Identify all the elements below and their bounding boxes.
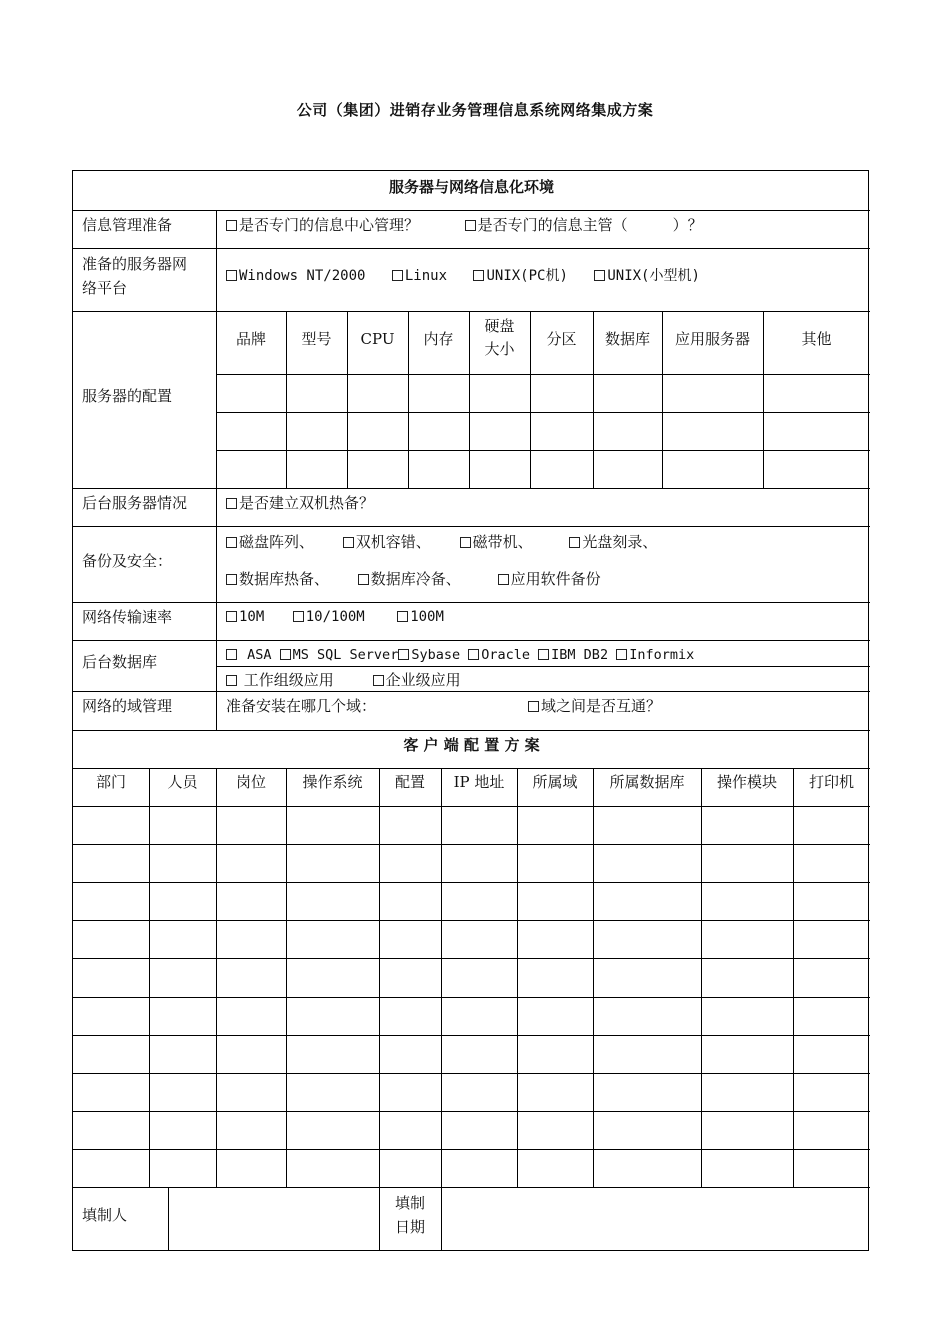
checkbox-icon — [397, 611, 408, 622]
info-center-checkbox[interactable]: 是否专门的信息中心管理？ — [226, 216, 419, 234]
backup-tape-checkbox[interactable]: 磁带机、 — [460, 533, 533, 551]
db-asa-checkbox[interactable]: ASA — [226, 647, 272, 663]
server-config-label: 服务器的配置 — [82, 387, 173, 405]
document-title: 公司（集团）进销存业务管理信息系统网络集成方案 — [296, 101, 654, 119]
db-ibm-db2-checkbox[interactable]: IBM DB2 — [538, 647, 608, 663]
config-col-model: 型号 — [301, 330, 332, 348]
domain-interop-checkbox[interactable]: 域之间是否互通？ — [528, 697, 661, 715]
checkbox-icon — [293, 611, 304, 622]
client-col-printer: 打印机 — [808, 773, 854, 791]
checkbox-icon — [373, 675, 384, 686]
backup-options-row1 — [226, 533, 657, 551]
client-col-config: 配置 — [394, 773, 425, 791]
domain-question: 准备安装在哪几个域： — [226, 697, 377, 715]
backup-disk-array-checkbox[interactable]: 磁盘阵列、 — [226, 533, 314, 551]
config-col-app-server: 应用服务器 — [674, 330, 750, 348]
db-mssql-checkbox[interactable]: MS SQL Server — [280, 647, 399, 663]
checkbox-icon — [343, 537, 354, 548]
checkbox-icon — [226, 270, 237, 281]
info-supervisor-checkbox[interactable]: 是否专门的信息主管（ ）？ — [465, 216, 703, 234]
platform-windows-checkbox[interactable]: Windows NT/2000 — [226, 268, 365, 284]
checkbox-icon — [226, 574, 237, 585]
checkbox-icon — [528, 701, 539, 712]
checkbox-icon — [468, 649, 479, 660]
speed-label: 网络传输速率 — [82, 608, 173, 626]
config-col-database: 数据库 — [604, 330, 650, 348]
config-col-disk: 硬盘 大小 — [484, 317, 515, 359]
speed-options — [226, 609, 444, 626]
backup-app-software-checkbox[interactable]: 应用软件备份 — [498, 570, 601, 588]
form-table — [72, 170, 869, 1251]
checkbox-icon — [226, 220, 237, 231]
db-workgroup-checkbox[interactable]: 工作组级应用 — [226, 671, 334, 689]
platform-linux-checkbox[interactable]: Linux — [392, 268, 447, 284]
checkbox-icon — [226, 675, 237, 686]
domain-label: 网络的域管理 — [82, 697, 173, 715]
speed-100m-checkbox[interactable]: 100M — [397, 609, 444, 625]
backend-server-label: 后台服务器情况 — [82, 494, 188, 512]
filler-label: 填制人 — [82, 1206, 128, 1224]
config-col-partition: 分区 — [546, 330, 577, 348]
client-col-position: 岗位 — [235, 773, 266, 791]
checkbox-icon — [594, 270, 605, 281]
info-mgmt-options — [226, 216, 703, 234]
checkbox-icon — [226, 649, 237, 660]
checkbox-icon — [473, 270, 484, 281]
client-col-department: 部门 — [95, 773, 126, 791]
client-section-header: 客 户 端 配 置 方 案 — [403, 736, 540, 754]
client-col-database: 所属数据库 — [609, 773, 685, 791]
database-label: 后台数据库 — [82, 653, 158, 671]
platform-options — [226, 268, 700, 285]
db-informix-checkbox[interactable]: Informix — [616, 647, 694, 663]
platform-label-line1: 准备的服务器网 — [82, 255, 188, 273]
client-col-module: 操作模块 — [716, 773, 777, 791]
client-col-ip: IP 地址 — [453, 773, 505, 791]
fill-date-label: 填制 日期 — [394, 1194, 425, 1236]
backup-dual-fault-checkbox[interactable]: 双机容错、 — [343, 533, 431, 551]
config-col-cpu: CPU — [360, 330, 395, 348]
backup-options-row2 — [226, 570, 601, 588]
checkbox-icon — [398, 649, 409, 660]
info-mgmt-label: 信息管理准备 — [82, 216, 173, 234]
db-oracle-checkbox[interactable]: Oracle — [468, 647, 530, 663]
client-col-staff: 人员 — [167, 773, 198, 791]
backup-label: 备份及安全： — [82, 552, 173, 570]
platform-unix-pc-checkbox[interactable]: UNIX(PC机) — [473, 268, 567, 284]
backup-optical-checkbox[interactable]: 光盘刻录、 — [569, 533, 657, 551]
checkbox-icon — [460, 537, 471, 548]
database-options-row2 — [226, 671, 461, 689]
checkbox-icon — [226, 498, 237, 509]
config-col-brand: 品牌 — [235, 330, 266, 348]
platform-unix-mini-checkbox[interactable]: UNIX(小型机) — [594, 268, 700, 284]
checkbox-icon — [616, 649, 627, 660]
platform-label-line2: 络平台 — [82, 279, 128, 297]
config-col-other: 其他 — [801, 330, 832, 348]
database-options-row1 — [226, 647, 694, 663]
server-section-header: 服务器与网络信息化环境 — [388, 178, 554, 196]
db-enterprise-checkbox[interactable]: 企业级应用 — [373, 671, 461, 689]
checkbox-icon — [569, 537, 580, 548]
hot-standby-checkbox[interactable]: 是否建立双机热备？ — [226, 494, 374, 512]
client-col-os: 操作系统 — [302, 773, 363, 791]
checkbox-icon — [226, 537, 237, 548]
checkbox-icon — [358, 574, 369, 585]
filler-field[interactable] — [169, 1188, 378, 1249]
config-col-memory: 内存 — [423, 330, 454, 348]
backup-db-cold-checkbox[interactable]: 数据库冷备、 — [358, 570, 461, 588]
checkbox-icon — [465, 220, 476, 231]
checkbox-icon — [538, 649, 549, 660]
fill-date-field[interactable] — [442, 1188, 869, 1249]
checkbox-icon — [280, 649, 291, 660]
backup-db-hot-checkbox[interactable]: 数据库热备、 — [226, 570, 329, 588]
client-col-domain: 所属域 — [532, 773, 578, 791]
speed-10m-checkbox[interactable]: 10M — [226, 609, 264, 625]
checkbox-icon — [392, 270, 403, 281]
checkbox-icon — [226, 611, 237, 622]
db-sybase-checkbox[interactable]: Sybase — [398, 647, 460, 663]
speed-10-100m-checkbox[interactable]: 10/100M — [293, 609, 365, 625]
checkbox-icon — [498, 574, 509, 585]
